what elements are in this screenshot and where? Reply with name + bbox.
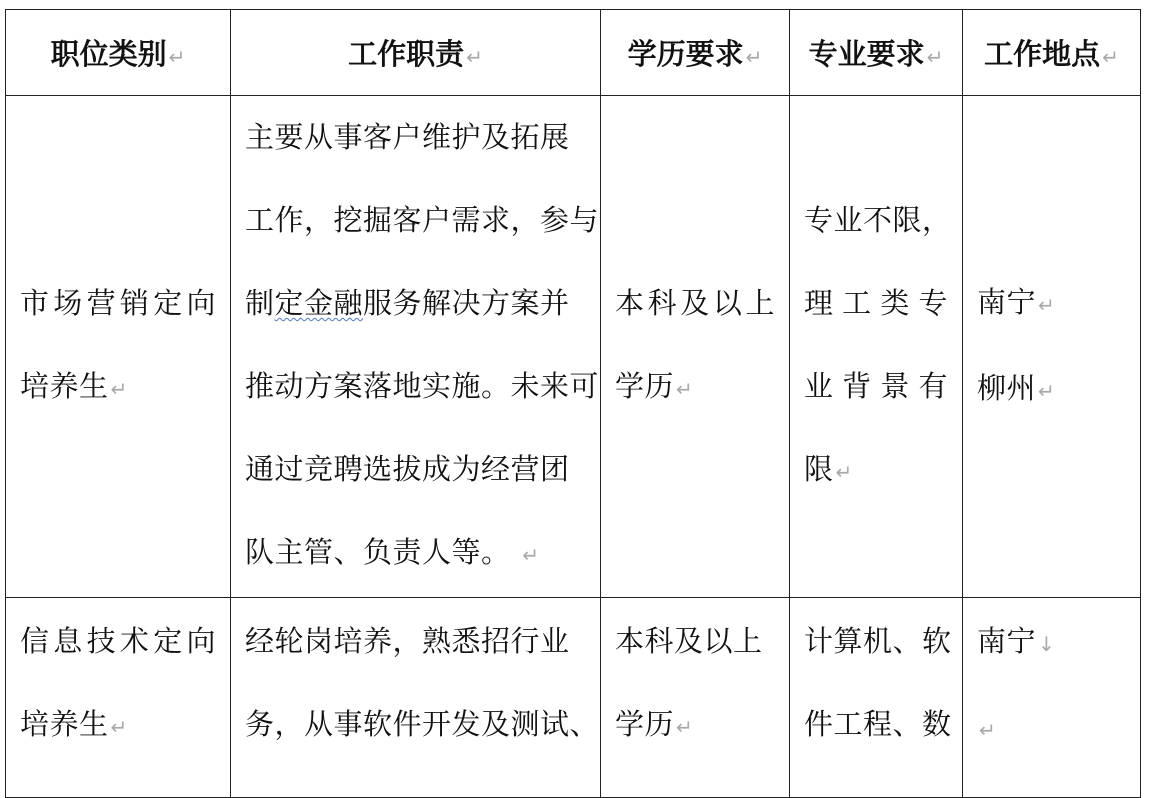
paragraph-mark: ↵ <box>110 377 128 401</box>
header-education: 学历要求 ↵ <box>601 10 790 96</box>
paragraph-mark: ↵ <box>1102 45 1119 69</box>
job-requirements-table <box>5 9 1141 798</box>
cell-education: 本科及以上 学历 ↵ <box>601 598 790 798</box>
table-row <box>6 96 1141 598</box>
paragraph-mark: ↵ <box>522 543 540 567</box>
paragraph-mark: ↵ <box>110 715 128 739</box>
cell-education: 本科及以上 学历 ↵ <box>601 96 790 598</box>
cell-duties: 主要从事客户维护及拓展 工作，挖掘客户需求，参与 制定金融服务解决方案并 推动方案落地实施。未来可 通过竞聘选拔成为经营团 队主管、负责人等。 ↵ <box>231 96 601 598</box>
cell-category: 信息技术定向 培养生 ↵ <box>6 598 231 798</box>
cell-category: 市场营销定向 培养生 ↵ <box>6 96 231 598</box>
paragraph-mark: ↵ <box>168 45 186 69</box>
cell-duties: 经轮岗培养，熟悉招行业 务，从事软件开发及测试、 <box>231 598 601 798</box>
cell-location: 南宁 ↓ ↵ <box>963 598 1141 798</box>
cell-location: 南宁 ↵ 柳州 ↵ <box>963 96 1141 598</box>
paragraph-mark: ↵ <box>745 45 763 69</box>
paragraph-mark: ↵ <box>1038 378 1056 403</box>
paragraph-mark: ↵ <box>979 718 997 742</box>
paragraph-mark: ↵ <box>835 460 853 484</box>
header-duties: 工作职责 ↵ <box>231 10 601 96</box>
header-major: 专业要求 ↵ <box>790 10 963 96</box>
cell-major: 专业不限， 理工类专 业背景有 限 ↵ <box>790 96 963 598</box>
cell-major: 计算机、软 件工程、数 <box>790 598 963 798</box>
paragraph-mark: ↵ <box>466 45 483 69</box>
line-break-mark: ↓ <box>1038 632 1056 656</box>
paragraph-mark: ↵ <box>926 45 944 69</box>
table-row <box>6 598 1141 798</box>
spellcheck-underlined-text: 定金融 <box>274 286 364 320</box>
header-location: 工作地点 ↵ <box>963 10 1141 96</box>
header-category: 职位类别 ↵ <box>6 10 231 96</box>
paragraph-mark: ↵ <box>676 715 694 739</box>
paragraph-mark: ↵ <box>676 377 694 401</box>
table-header-row <box>6 10 1141 96</box>
paragraph-mark: ↵ <box>1038 292 1056 317</box>
